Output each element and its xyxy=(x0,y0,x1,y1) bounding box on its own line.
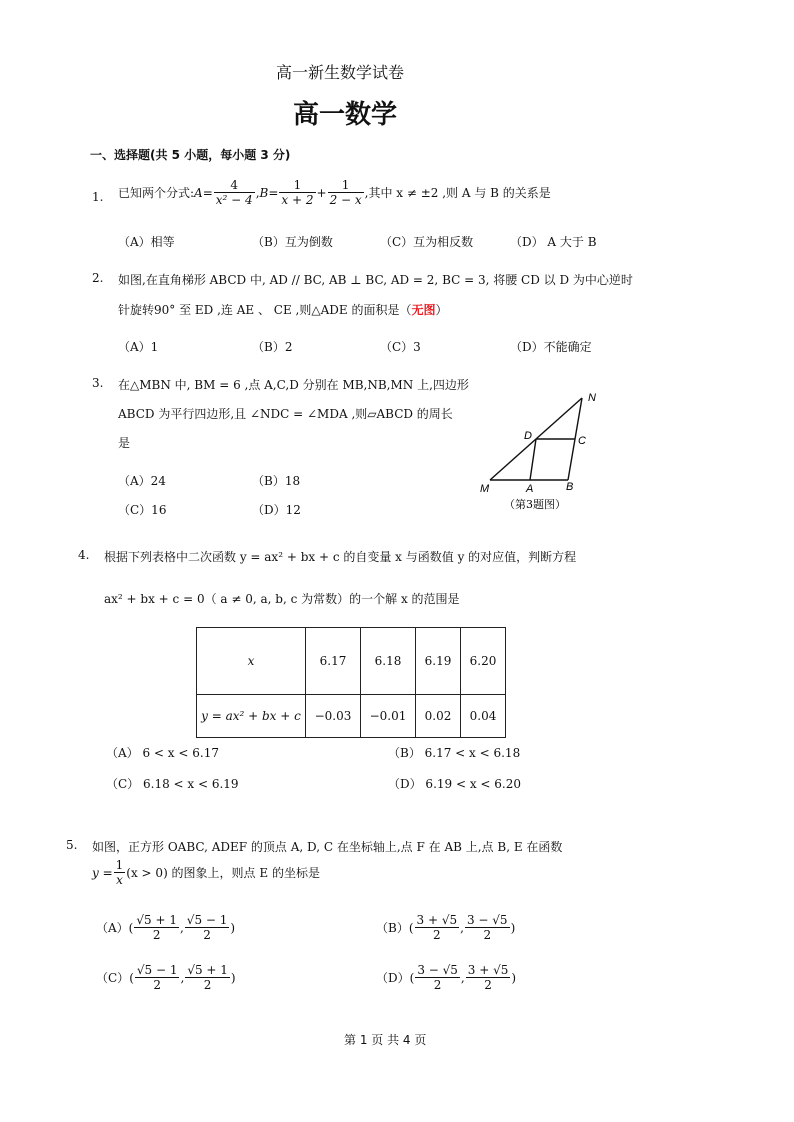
q2-option-a: （A）1 xyxy=(118,340,159,354)
q5-d-close: ) xyxy=(511,970,517,985)
q5-a-sep: , xyxy=(179,920,184,935)
q5-d-label: （D） xyxy=(376,971,410,986)
question-4-line-1: 根据下列表格中二次函数 y = ax² + bx + c 的自变量 x 与函数值 y 的对应值，判断方程 xyxy=(104,550,577,564)
q5-line2-tail: (x > 0) 的图象上，则点 E 的坐标是 xyxy=(126,866,320,881)
q2-option-d: （D）不能确定 xyxy=(510,340,592,354)
q1-plus: + xyxy=(316,185,327,200)
q4-option-c: （C） 6.18 < x < 6.19 xyxy=(106,777,239,791)
table-y-header: y = ax² + bx + c xyxy=(197,695,306,738)
values-table xyxy=(196,627,506,738)
table-cell: 0.02 xyxy=(416,695,461,738)
q1-a-denominator: x² − 4 xyxy=(215,193,253,208)
q5-a-fraction-1 xyxy=(134,913,179,943)
q5-c-n1: √5 − 1 xyxy=(136,963,178,977)
q5-d-d2: 2 xyxy=(484,978,492,993)
question-2-line-1: 如图,在直角梯形 ABCD 中, AD // BC, AB ⊥ BC, AD = 2, BC = 3, 将腰 CD 以 D 为中心逆时 xyxy=(118,273,633,287)
table-row-x xyxy=(197,628,506,695)
q4-option-b: （B） 6.17 < x < 6.18 xyxy=(388,746,521,760)
q5-frac-denominator: x xyxy=(116,873,123,888)
q1-lead: 已知两个分式: xyxy=(118,186,195,201)
page-title: 高一数学 xyxy=(293,100,398,130)
question-5-line-2 xyxy=(92,858,320,888)
q5-d-fraction-1 xyxy=(415,963,460,993)
q5-b-fraction-1 xyxy=(415,913,460,943)
q5-d-fraction-2 xyxy=(466,963,511,993)
q3-option-a: （A）24 xyxy=(118,474,166,488)
q5-line2-lead: y = xyxy=(92,865,113,880)
q5-option-c xyxy=(96,963,236,993)
question-3-line-3: 是 xyxy=(118,436,131,450)
no-figure-note: 无图 xyxy=(411,303,436,317)
table-cell: 6.19 xyxy=(416,628,461,695)
q1-b-var: B xyxy=(259,185,269,200)
q1-comma: , xyxy=(255,185,260,200)
q5-c-fraction-2 xyxy=(185,963,230,993)
q5-a-close: ) xyxy=(230,920,236,935)
question-2-line-2 xyxy=(118,301,447,318)
q5-b-n2: 3 − √5 xyxy=(466,913,508,927)
question-1-number: 1. xyxy=(92,190,104,204)
q2-line2-end: ） xyxy=(435,303,448,317)
q1-tail: ,其中 x ≠ ±2 ,则 A 与 B 的关系是 xyxy=(364,186,551,201)
q1-a-var: A xyxy=(194,185,203,200)
q5-b-open: ( xyxy=(408,920,414,935)
question-3-number: 3. xyxy=(92,376,104,390)
q5-d-n1: 3 − √5 xyxy=(417,963,458,977)
q5-function-fraction xyxy=(114,858,126,888)
q3-option-d: （D）12 xyxy=(252,503,301,517)
q1-b-numerator-1: 1 xyxy=(279,178,315,193)
q1-b-fraction-1 xyxy=(279,178,315,208)
q5-c-label: （C） xyxy=(96,971,130,986)
q3-option-c: （C）16 xyxy=(118,503,167,517)
q1-b-denominator-1: x + 2 xyxy=(281,193,314,208)
q2-option-c: （C）3 xyxy=(380,340,421,354)
question-3-line-1: 在△MBN 中, BM = 6 ,点 A,C,D 分别在 MB,NB,MN 上,四边形 xyxy=(118,378,469,392)
q5-c-close: ) xyxy=(230,970,236,985)
q1-b-fraction-2 xyxy=(328,178,364,208)
table-row-y xyxy=(197,695,506,738)
q1-option-b: （B）互为倒数 xyxy=(252,235,333,249)
q4-option-a: （A） 6 < x < 6.17 xyxy=(106,746,219,760)
question-4-number: 4. xyxy=(78,548,90,562)
exam-subtitle: 高一新生数学试卷 xyxy=(276,63,405,82)
question-4-line-2: ax² + bx + c = 0（ a ≠ 0, a, b, c 为常数）的一个解 x 的范围是 xyxy=(104,592,460,606)
q5-d-n2: 3 + √5 xyxy=(467,963,509,977)
q5-c-d2: 2 xyxy=(203,978,212,993)
label-b: B xyxy=(566,481,574,493)
q5-d-open: ( xyxy=(409,970,415,985)
q1-b-denominator-2: 2 − x xyxy=(329,193,362,208)
q5-b-n1: 3 + √5 xyxy=(416,913,458,927)
q1-a-fraction xyxy=(214,178,255,208)
q5-b-label: （B） xyxy=(376,921,409,936)
segment-da xyxy=(530,439,536,480)
q1-option-c: （C）互为相反数 xyxy=(380,235,474,249)
question-1-stem xyxy=(118,178,551,208)
page-footer: 第 1 页 共 4 页 xyxy=(344,1033,427,1047)
q5-b-fraction-2 xyxy=(465,913,510,943)
q5-a-d2: 2 xyxy=(203,928,211,943)
table-cell: 6.18 xyxy=(361,628,416,695)
question-5-number: 5. xyxy=(66,838,78,852)
label-a: A xyxy=(526,483,534,495)
label-c: C xyxy=(578,435,586,447)
q5-c-open: ( xyxy=(129,970,134,985)
q5-a-d1: 2 xyxy=(152,928,161,943)
q5-a-open: ( xyxy=(128,920,134,935)
q1-b-numerator-2: 1 xyxy=(328,178,364,193)
question-5-line-1: 如图，正方形 OABC, ADEF 的顶点 A, D, C 在坐标轴上,点 F 在 AB 上,点 B, E 在函数 xyxy=(92,840,563,854)
section-heading: 一、选择题(共 5 小题，每小题 3 分) xyxy=(90,148,291,162)
q5-c-n2: √5 + 1 xyxy=(187,963,228,977)
q5-c-fraction-1 xyxy=(135,963,180,993)
q5-b-close: ) xyxy=(510,920,516,935)
q5-option-b xyxy=(376,913,515,943)
question-3-figure xyxy=(470,388,620,513)
table-cell: −0.01 xyxy=(361,695,416,738)
q1-a-numerator: 4 xyxy=(214,178,255,193)
q5-c-sep: , xyxy=(180,970,185,985)
table-x-header: x xyxy=(197,628,306,695)
table-cell: −0.03 xyxy=(306,695,361,738)
q1-option-d: （D） A 大于 B xyxy=(510,235,597,249)
question-3-line-2: ABCD 为平行四边形,且 ∠NDC = ∠MDA ,则▱ABCD 的周长 xyxy=(118,407,453,421)
q1-option-a: （A）相等 xyxy=(118,235,175,249)
question-2-number: 2. xyxy=(92,271,104,285)
label-m: M xyxy=(480,483,490,495)
q5-a-n2: √5 − 1 xyxy=(186,913,228,927)
q5-d-d1: 2 xyxy=(433,978,442,993)
label-d: D xyxy=(524,430,532,442)
q5-option-d xyxy=(376,963,516,993)
q5-a-n1: √5 + 1 xyxy=(136,913,177,927)
q5-a-label: （A） xyxy=(96,921,129,936)
table-cell: 6.17 xyxy=(306,628,361,695)
q2-option-b: （B）2 xyxy=(252,340,293,354)
q1-eq: = xyxy=(202,185,213,200)
table-cell: 0.04 xyxy=(461,695,506,738)
q3-option-b: （B）18 xyxy=(252,474,301,488)
q5-d-sep: , xyxy=(460,970,465,985)
q5-b-sep: , xyxy=(460,920,464,935)
q2-line2-text: 针旋转90° 至 ED ,连 AE 、 CE ,则△ADE 的面积是（ xyxy=(118,303,412,317)
figure-caption: （第3题图） xyxy=(504,498,566,511)
table-cell: 6.20 xyxy=(461,628,506,695)
q5-c-d1: 2 xyxy=(153,978,161,993)
q1-eq2: = xyxy=(268,185,279,200)
q5-option-a xyxy=(96,913,235,943)
q4-option-d: （D） 6.19 < x < 6.20 xyxy=(388,777,522,791)
q5-b-d1: 2 xyxy=(433,928,441,943)
label-n: N xyxy=(588,392,596,404)
q5-a-fraction-2 xyxy=(185,913,230,943)
q5-frac-numerator: 1 xyxy=(115,858,124,872)
q5-b-d2: 2 xyxy=(483,928,492,943)
